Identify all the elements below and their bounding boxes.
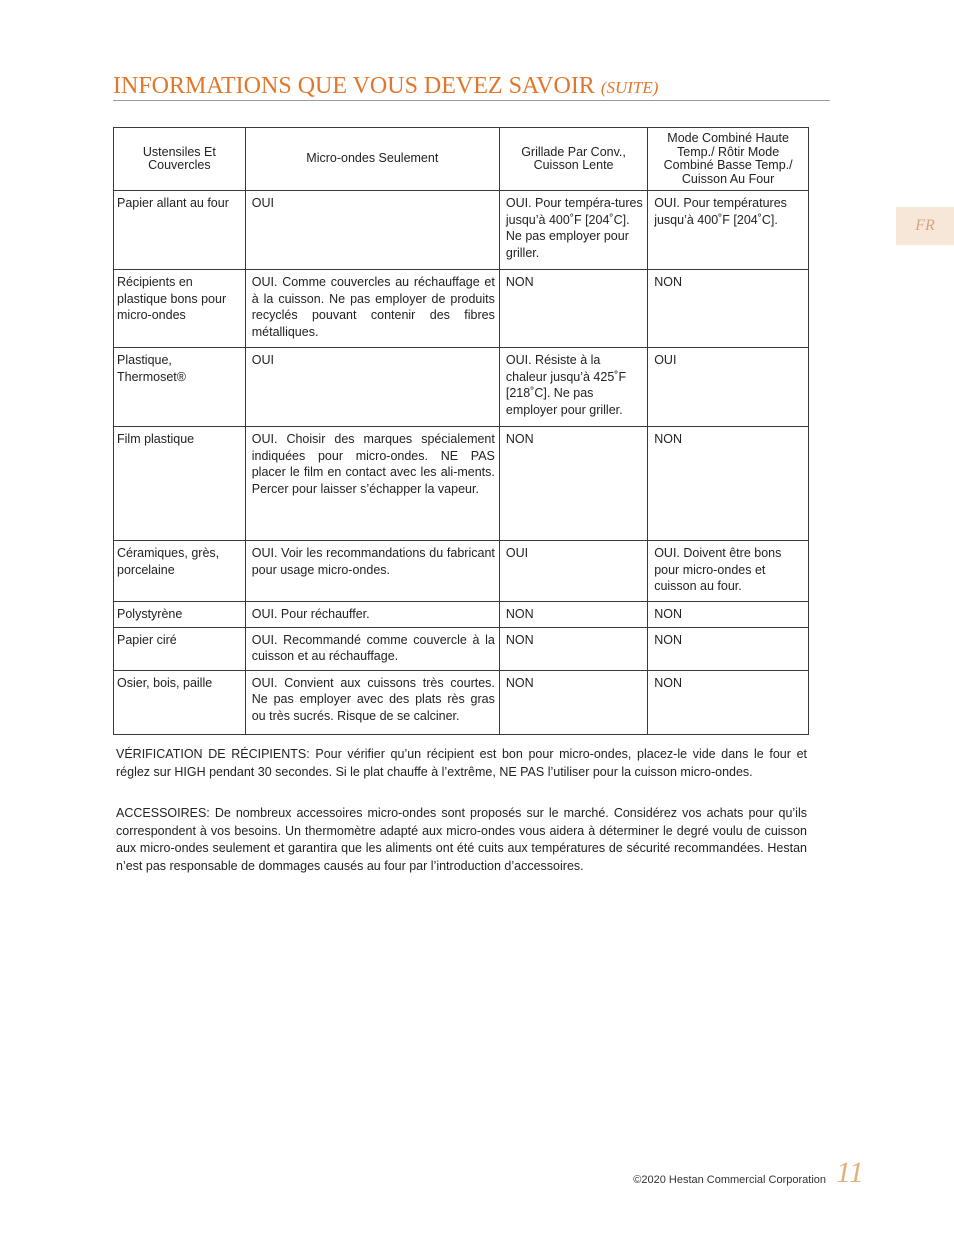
table-row	[114, 627, 809, 670]
cookware-table	[113, 127, 809, 735]
table-row	[114, 427, 809, 541]
header-grillade: Grillade Par Conv., Cuisson Lente	[499, 128, 647, 191]
table-row	[114, 270, 809, 348]
cell-micro: OUI. Comme couvercles au réchauffage et à la cuisson. Ne pas employer de produits recyclés pouvant contenir des fibres métalliques.	[245, 270, 499, 348]
cell-grill: NON	[499, 270, 647, 348]
cell-micro: OUI. Pour réchauffer.	[245, 602, 499, 628]
language-tab[interactable]: FR	[896, 207, 954, 245]
cell-utensil: Plastique, Thermoset®	[114, 348, 246, 427]
cell-utensil: Osier, bois, paille	[114, 670, 246, 734]
cell-grill: NON	[499, 627, 647, 670]
cell-micro: OUI. Recommandé comme couvercle à la cuisson et au réchauffage.	[245, 627, 499, 670]
cell-combi: NON	[648, 602, 809, 628]
cell-micro: OUI	[245, 191, 499, 270]
table-row	[114, 191, 809, 270]
cell-utensil: Céramiques, grès, porcelaine	[114, 541, 246, 602]
cell-combi: NON	[648, 627, 809, 670]
cell-grill: OUI	[499, 541, 647, 602]
cell-combi: NON	[648, 270, 809, 348]
cell-utensil: Film plastique	[114, 427, 246, 541]
cell-utensil: Papier allant au four	[114, 191, 246, 270]
table-row	[114, 670, 809, 734]
table-row	[114, 541, 809, 602]
cell-combi: NON	[648, 427, 809, 541]
table-row	[114, 602, 809, 628]
cell-combi: OUI	[648, 348, 809, 427]
page-title	[113, 72, 830, 101]
header-ustensiles: Ustensiles Et Couvercles	[114, 128, 246, 191]
cell-grill: NON	[499, 670, 647, 734]
title-suite: (SUITE)	[600, 78, 659, 97]
table-row	[114, 348, 809, 427]
cell-grill: NON	[499, 427, 647, 541]
header-micro-ondes: Micro-ondes Seulement	[245, 128, 499, 191]
cell-grill: NON	[499, 602, 647, 628]
cell-utensil: Polystyrène	[114, 602, 246, 628]
cell-combi: NON	[648, 670, 809, 734]
cell-utensil: Papier ciré	[114, 627, 246, 670]
cell-grill: OUI. Pour tempéra-tures jusqu’à 400˚F [204˚C]. Ne pas employer pour griller.	[499, 191, 647, 270]
accessoires-paragraph: ACCESSOIRES: De nombreux accessoires micro-ondes sont proposés sur le marché. Considérez vos achats pour qu’ils correspondent à vos besoins. Un thermomètre adapté aux micro-ondes vous aidera à déterminer le degré voulu de cuisson aux micro-ondes seulement et garantira que les aliments ont été cuits aux températures de sécurité recommandées. Hestan n’est pas responsable de dommages causés au four par l’introduction d’accessoires.	[116, 806, 807, 873]
cell-micro: OUI. Choisir des marques spécialement indiquées pour micro-ondes. NE PAS placer le film en contact avec les ali-ments. Percer pour laisser s’échapper la vapeur.	[245, 427, 499, 541]
title-text: INFORMATIONS QUE VOUS DEVEZ SAVOIR	[113, 73, 595, 99]
cell-micro: OUI. Voir les recommandations du fabricant pour usage micro-ondes.	[245, 541, 499, 602]
table-header-row	[114, 128, 809, 191]
cell-grill: OUI. Résiste à la chaleur jusqu’à 425˚F [218˚C]. Ne pas employer pour griller.	[499, 348, 647, 427]
page-number: 11	[836, 1156, 864, 1189]
cell-utensil: Récipients en plastique bons pour micro-ondes	[114, 270, 246, 348]
cell-micro: OUI	[245, 348, 499, 427]
footer-copyright: ©2020 Hestan Commercial Corporation	[633, 1174, 826, 1186]
cell-combi: OUI. Doivent être bons pour micro-ondes et cuisson au four.	[648, 541, 809, 602]
cell-combi: OUI. Pour températures jusqu’à 400˚F [204˚C].	[648, 191, 809, 270]
cell-micro: OUI. Convient aux cuissons très courtes. Ne pas employer avec des plats rès gras ou très sucrés. Risque de se calciner.	[245, 670, 499, 734]
verification-paragraph: VÉRIFICATION DE RÉCIPIENTS: Pour vérifier qu’un récipient est bon pour micro-ondes, placez-le vide dans le four et réglez sur HIGH pendant 30 secondes. Si le plat chauffe à l’extrême, NE PAS l’utiliser pour la cuisson micro-ondes.	[116, 747, 807, 779]
header-mode-combine: Mode Combiné Haute Temp./ Rôtir Mode Combiné Basse Temp./ Cuisson Au Four	[648, 128, 809, 191]
